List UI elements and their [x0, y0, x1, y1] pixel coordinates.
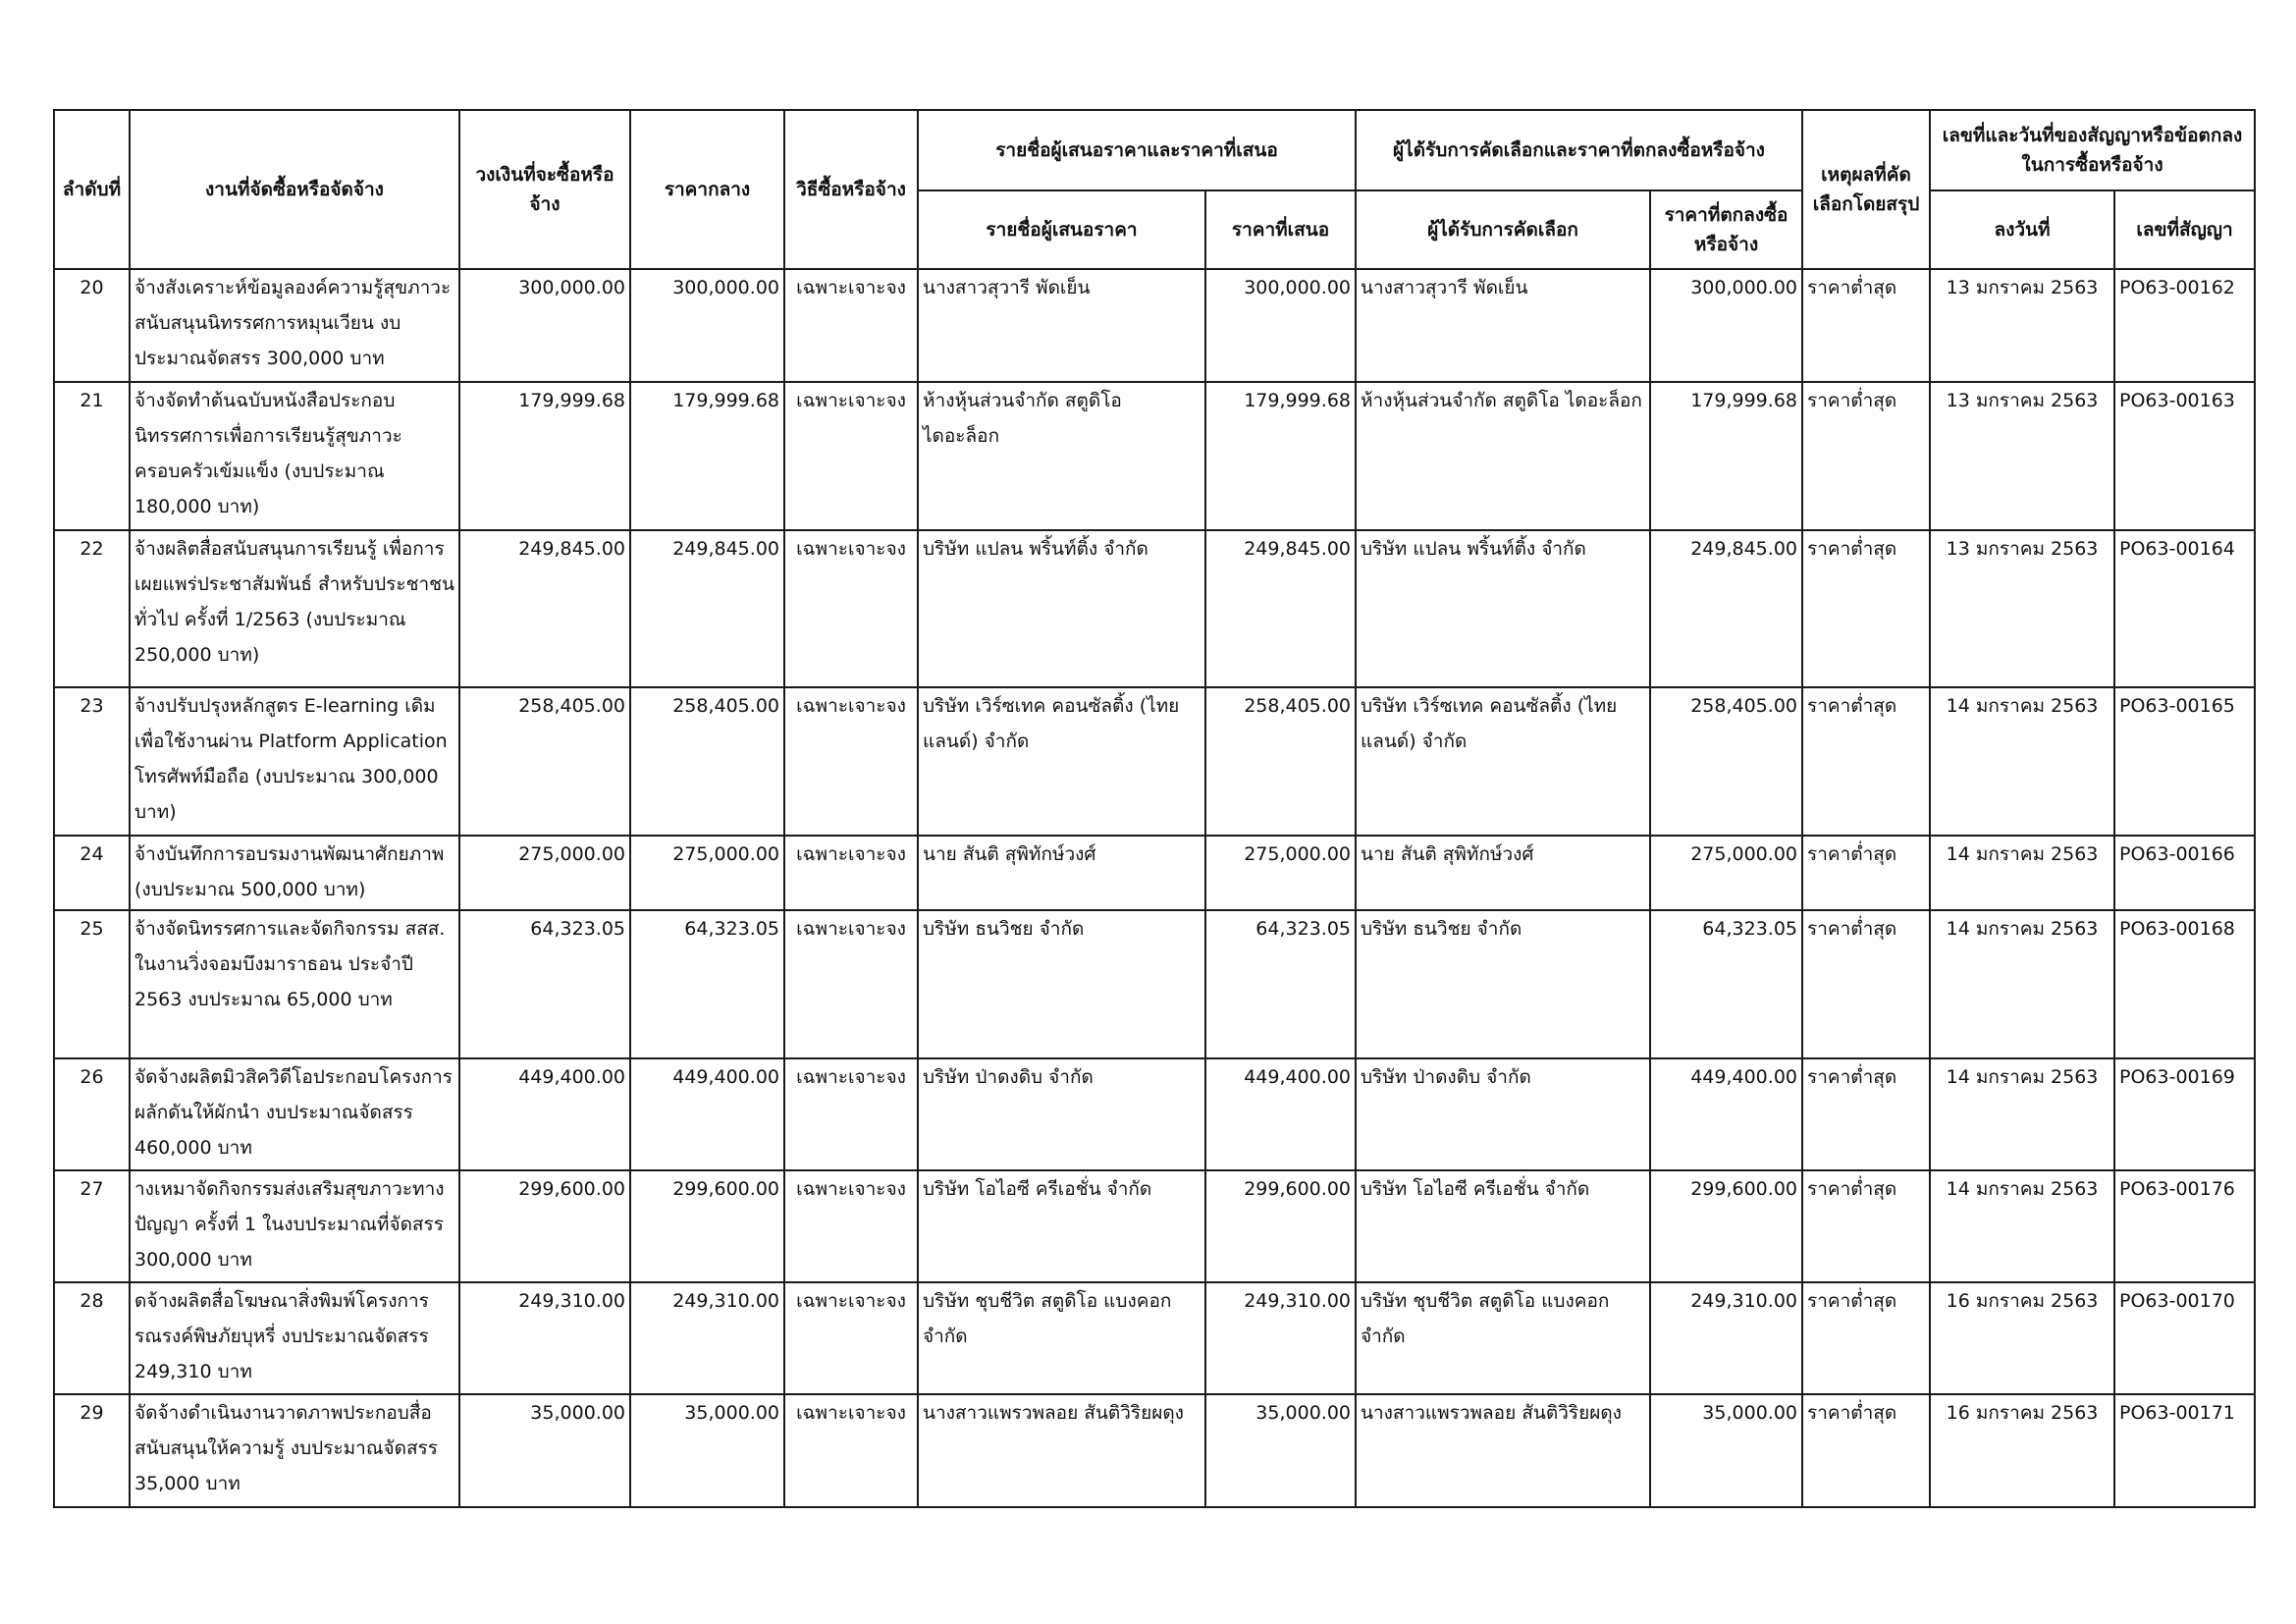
cell-method: เฉพาะเจาะจง	[784, 382, 918, 530]
cell-budget: 35,000.00	[459, 1394, 630, 1507]
cell-method: เฉพาะเจาะจง	[784, 1394, 918, 1507]
cell-reason: ราคาต่ำสุด	[1802, 1394, 1930, 1507]
cell-budget: 299,600.00	[459, 1170, 630, 1282]
cell-contract-date: 14 มกราคม 2563	[1930, 687, 2114, 836]
procurement-table	[53, 109, 2256, 1508]
cell-no: 22	[54, 530, 130, 687]
cell-contract-date: 13 มกราคม 2563	[1930, 269, 2114, 382]
table-row	[54, 1170, 2255, 1282]
cell-budget: 249,845.00	[459, 530, 630, 687]
cell-agreed-price: 300,000.00	[1650, 269, 1802, 382]
cell-budget: 249,310.00	[459, 1282, 630, 1394]
cell-bidder: บริษัท แปลน พริ้นท์ติ้ง จำกัด	[918, 530, 1205, 687]
cell-work: จ้างผลิตสื่อสนับสนุนการเรียนรู้ เพื่อการเผยแพร่ประชาสัมพันธ์ สำหรับประชาชนทั่วไป ครั้งที่ 1/2563 (งบประมาณ 250,000 บาท)	[130, 530, 459, 687]
header-row-top	[54, 110, 2255, 190]
cell-work: จ้างจัดนิทรรศการและจัดกิจกรรม สสส. ในงานวิ่งจอมบึงมาราธอน ประจำปี 2563 งบประมาณ 65,000 บาท	[130, 910, 459, 1058]
cell-agreed-price: 179,999.68	[1650, 382, 1802, 530]
cell-work: จ้างจัดทำต้นฉบับหนังสือประกอบนิทรรศการเพื่อการเรียนรู้สุขภาวะครอบครัวเข้มแข็ง (งบประมาณ 180,000 บาท)	[130, 382, 459, 530]
cell-contract-no: PO63-00171	[2114, 1394, 2255, 1507]
cell-budget: 449,400.00	[459, 1058, 630, 1170]
cell-reason: ราคาต่ำสุด	[1802, 530, 1930, 687]
table-row	[54, 1282, 2255, 1394]
cell-agreed-price: 449,400.00	[1650, 1058, 1802, 1170]
cell-bid-price: 249,310.00	[1205, 1282, 1356, 1394]
cell-method: เฉพาะเจาะจง	[784, 910, 918, 1058]
table-row	[54, 382, 2255, 530]
cell-median-price: 179,999.68	[630, 382, 784, 530]
table-row	[54, 1058, 2255, 1170]
table-row	[54, 687, 2255, 836]
cell-contract-date: 14 มกราคม 2563	[1930, 1058, 2114, 1170]
cell-contract-no: PO63-00170	[2114, 1282, 2255, 1394]
header-bid-price: ราคาที่เสนอ	[1205, 190, 1356, 269]
cell-reason: ราคาต่ำสุด	[1802, 1282, 1930, 1394]
header-median-price: ราคากลาง	[630, 110, 784, 269]
cell-bidder: บริษัท เวิร์ซเทค คอนซัลติ้ง (ไทยแลนด์) จำกัด	[918, 687, 1205, 836]
cell-bid-price: 275,000.00	[1205, 836, 1356, 910]
cell-bidder: นางสาวสุวารี พัดเย็น	[918, 269, 1205, 382]
cell-winner: นาย สันติ สุพิทักษ์วงศ์	[1356, 836, 1650, 910]
cell-budget: 300,000.00	[459, 269, 630, 382]
cell-reason: ราคาต่ำสุด	[1802, 269, 1930, 382]
header-contract-no: เลขที่สัญญา	[2114, 190, 2255, 269]
header-contract-date: ลงวันที่	[1930, 190, 2114, 269]
cell-reason: ราคาต่ำสุด	[1802, 910, 1930, 1058]
cell-median-price: 249,310.00	[630, 1282, 784, 1394]
cell-contract-no: PO63-00168	[2114, 910, 2255, 1058]
cell-bid-price: 249,845.00	[1205, 530, 1356, 687]
header-bidder-name: รายชื่อผู้เสนอราคา	[918, 190, 1205, 269]
cell-agreed-price: 275,000.00	[1650, 836, 1802, 910]
cell-contract-date: 13 มกราคม 2563	[1930, 382, 2114, 530]
header-budget: วงเงินที่จะซื้อหรือจ้าง	[459, 110, 630, 269]
header-reason: เหตุผลที่คัดเลือกโดยสรุป	[1802, 110, 1930, 269]
cell-reason: ราคาต่ำสุด	[1802, 836, 1930, 910]
cell-no: 21	[54, 382, 130, 530]
cell-reason: ราคาต่ำสุด	[1802, 382, 1930, 530]
cell-reason: ราคาต่ำสุด	[1802, 1170, 1930, 1282]
cell-bid-price: 299,600.00	[1205, 1170, 1356, 1282]
cell-winner: นางสาวสุวารี พัดเย็น	[1356, 269, 1650, 382]
cell-bidder: บริษัท โอไอซี ครีเอชั่น จำกัด	[918, 1170, 1205, 1282]
cell-bid-price: 300,000.00	[1205, 269, 1356, 382]
cell-work: จ้างปรับปรุงหลักสูตร E-learning เดิม เพื่อใช้งานผ่าน Platform Application โทรศัพท์มือถือ (งบประมาณ 300,000 บาท)	[130, 687, 459, 836]
cell-bidder: บริษัท ธนวิชย จำกัด	[918, 910, 1205, 1058]
cell-method: เฉพาะเจาะจง	[784, 836, 918, 910]
cell-contract-no: PO63-00163	[2114, 382, 2255, 530]
header-winner-group: ผู้ได้รับการคัดเลือกและราคาที่ตกลงซื้อหรือจ้าง	[1356, 110, 1802, 190]
cell-work: จัดจ้างผลิตมิวสิควิดีโอประกอบโครงการผลักดันให้ผักนำ งบประมาณจัดสรร 460,000 บาท	[130, 1058, 459, 1170]
cell-method: เฉพาะเจาะจง	[784, 1282, 918, 1394]
cell-no: 20	[54, 269, 130, 382]
cell-work: จ้างสังเคราะห์ข้อมูลองค์ความรู้สุขภาวะ สนับสนุนนิทรรศการหมุนเวียน งบประมาณจัดสรร 300,000 บาท	[130, 269, 459, 382]
cell-contract-date: 13 มกราคม 2563	[1930, 530, 2114, 687]
cell-method: เฉพาะเจาะจง	[784, 269, 918, 382]
cell-work: ดจ้างผลิตสื่อโฆษณาสิ่งพิมพ์โครงการรณรงค์พิษภัยบุหรี่ งบประมาณจัดสรร 249,310 บาท	[130, 1282, 459, 1394]
cell-bid-price: 35,000.00	[1205, 1394, 1356, 1507]
cell-budget: 258,405.00	[459, 687, 630, 836]
cell-contract-date: 16 มกราคม 2563	[1930, 1282, 2114, 1394]
cell-no: 25	[54, 910, 130, 1058]
cell-contract-date: 16 มกราคม 2563	[1930, 1394, 2114, 1507]
cell-contract-no: PO63-00164	[2114, 530, 2255, 687]
cell-agreed-price: 64,323.05	[1650, 910, 1802, 1058]
header-contract-group: เลขที่และวันที่ของสัญญาหรือข้อตกลงในการซื้อหรือจ้าง	[1930, 110, 2255, 190]
table-row	[54, 269, 2255, 382]
cell-work: จ้างบันทึกการอบรมงานพัฒนาศักยภาพ (งบประมาณ 500,000 บาท)	[130, 836, 459, 910]
cell-agreed-price: 35,000.00	[1650, 1394, 1802, 1507]
cell-bid-price: 64,323.05	[1205, 910, 1356, 1058]
cell-bidder: บริษัท ป่าดงดิบ จำกัด	[918, 1058, 1205, 1170]
cell-agreed-price: 258,405.00	[1650, 687, 1802, 836]
cell-median-price: 64,323.05	[630, 910, 784, 1058]
cell-contract-no: PO63-00169	[2114, 1058, 2255, 1170]
cell-no: 29	[54, 1394, 130, 1507]
cell-contract-date: 14 มกราคม 2563	[1930, 1170, 2114, 1282]
cell-work: างเหมาจัดกิจกรรมส่งเสริมสุขภาวะทางปัญญา ครั้งที่ 1 ในงบประมาณที่จัดสรร 300,000 บาท	[130, 1170, 459, 1282]
cell-method: เฉพาะเจาะจง	[784, 687, 918, 836]
cell-winner: ห้างหุ้นส่วนจำกัด สตูดิโอ ไดอะล็อก	[1356, 382, 1650, 530]
cell-agreed-price: 249,310.00	[1650, 1282, 1802, 1394]
cell-median-price: 449,400.00	[630, 1058, 784, 1170]
cell-winner: บริษัท ป่าดงดิบ จำกัด	[1356, 1058, 1650, 1170]
header-winner-name: ผู้ได้รับการคัดเลือก	[1356, 190, 1650, 269]
cell-bidder: บริษัท ชุบชีวิต สตูดิโอ แบงคอก จำกัด	[918, 1282, 1205, 1394]
cell-bid-price: 258,405.00	[1205, 687, 1356, 836]
cell-contract-no: PO63-00162	[2114, 269, 2255, 382]
cell-median-price: 275,000.00	[630, 836, 784, 910]
header-method: วิธีซื้อหรือจ้าง	[784, 110, 918, 269]
cell-winner: บริษัท เวิร์ซเทค คอนซัลติ้ง (ไทยแลนด์) จำกัด	[1356, 687, 1650, 836]
header-no: ลำดับที่	[54, 110, 130, 269]
cell-reason: ราคาต่ำสุด	[1802, 687, 1930, 836]
table-row	[54, 530, 2255, 687]
cell-method: เฉพาะเจาะจง	[784, 1170, 918, 1282]
header-bidders-group: รายชื่อผู้เสนอราคาและราคาที่เสนอ	[918, 110, 1356, 190]
cell-median-price: 249,845.00	[630, 530, 784, 687]
cell-contract-no: PO63-00176	[2114, 1170, 2255, 1282]
cell-no: 28	[54, 1282, 130, 1394]
cell-no: 27	[54, 1170, 130, 1282]
cell-contract-no: PO63-00165	[2114, 687, 2255, 836]
cell-reason: ราคาต่ำสุด	[1802, 1058, 1930, 1170]
cell-bid-price: 449,400.00	[1205, 1058, 1356, 1170]
cell-winner: บริษัท ธนวิชย จำกัด	[1356, 910, 1650, 1058]
cell-bidder: ห้างหุ้นส่วนจำกัด สตูดิโอ ไดอะล็อก	[918, 382, 1205, 530]
cell-method: เฉพาะเจาะจง	[784, 530, 918, 687]
cell-winner: บริษัท ชุบชีวิต สตูดิโอ แบงคอก จำกัด	[1356, 1282, 1650, 1394]
table-row	[54, 1394, 2255, 1507]
cell-winner: บริษัท โอไอซี ครีเอชั่น จำกัด	[1356, 1170, 1650, 1282]
table-row	[54, 910, 2255, 1058]
cell-contract-date: 14 มกราคม 2563	[1930, 836, 2114, 910]
cell-no: 24	[54, 836, 130, 910]
cell-median-price: 299,600.00	[630, 1170, 784, 1282]
header-work: งานที่จัดซื้อหรือจัดจ้าง	[130, 110, 459, 269]
cell-budget: 275,000.00	[459, 836, 630, 910]
cell-no: 26	[54, 1058, 130, 1170]
header-agreed-price: ราคาที่ตกลงซื้อหรือจ้าง	[1650, 190, 1802, 269]
cell-method: เฉพาะเจาะจง	[784, 1058, 918, 1170]
cell-median-price: 35,000.00	[630, 1394, 784, 1507]
table-row	[54, 836, 2255, 910]
cell-budget: 64,323.05	[459, 910, 630, 1058]
cell-winner: บริษัท แปลน พริ้นท์ติ้ง จำกัด	[1356, 530, 1650, 687]
cell-bidder: นางสาวแพรวพลอย สันติวิริยผดุง	[918, 1394, 1205, 1507]
cell-median-price: 258,405.00	[630, 687, 784, 836]
cell-work: จัดจ้างดำเนินงานวาดภาพประกอบสื่อสนับสนุนให้ความรู้ งบประมาณจัดสรร 35,000 บาท	[130, 1394, 459, 1507]
cell-winner: นางสาวแพรวพลอย สันติวิริยผดุง	[1356, 1394, 1650, 1507]
cell-agreed-price: 299,600.00	[1650, 1170, 1802, 1282]
cell-bidder: นาย สันติ สุพิทักษ์วงศ์	[918, 836, 1205, 910]
cell-bid-price: 179,999.68	[1205, 382, 1356, 530]
cell-contract-no: PO63-00166	[2114, 836, 2255, 910]
cell-budget: 179,999.68	[459, 382, 630, 530]
cell-agreed-price: 249,845.00	[1650, 530, 1802, 687]
cell-no: 23	[54, 687, 130, 836]
cell-contract-date: 14 มกราคม 2563	[1930, 910, 2114, 1058]
cell-median-price: 300,000.00	[630, 269, 784, 382]
